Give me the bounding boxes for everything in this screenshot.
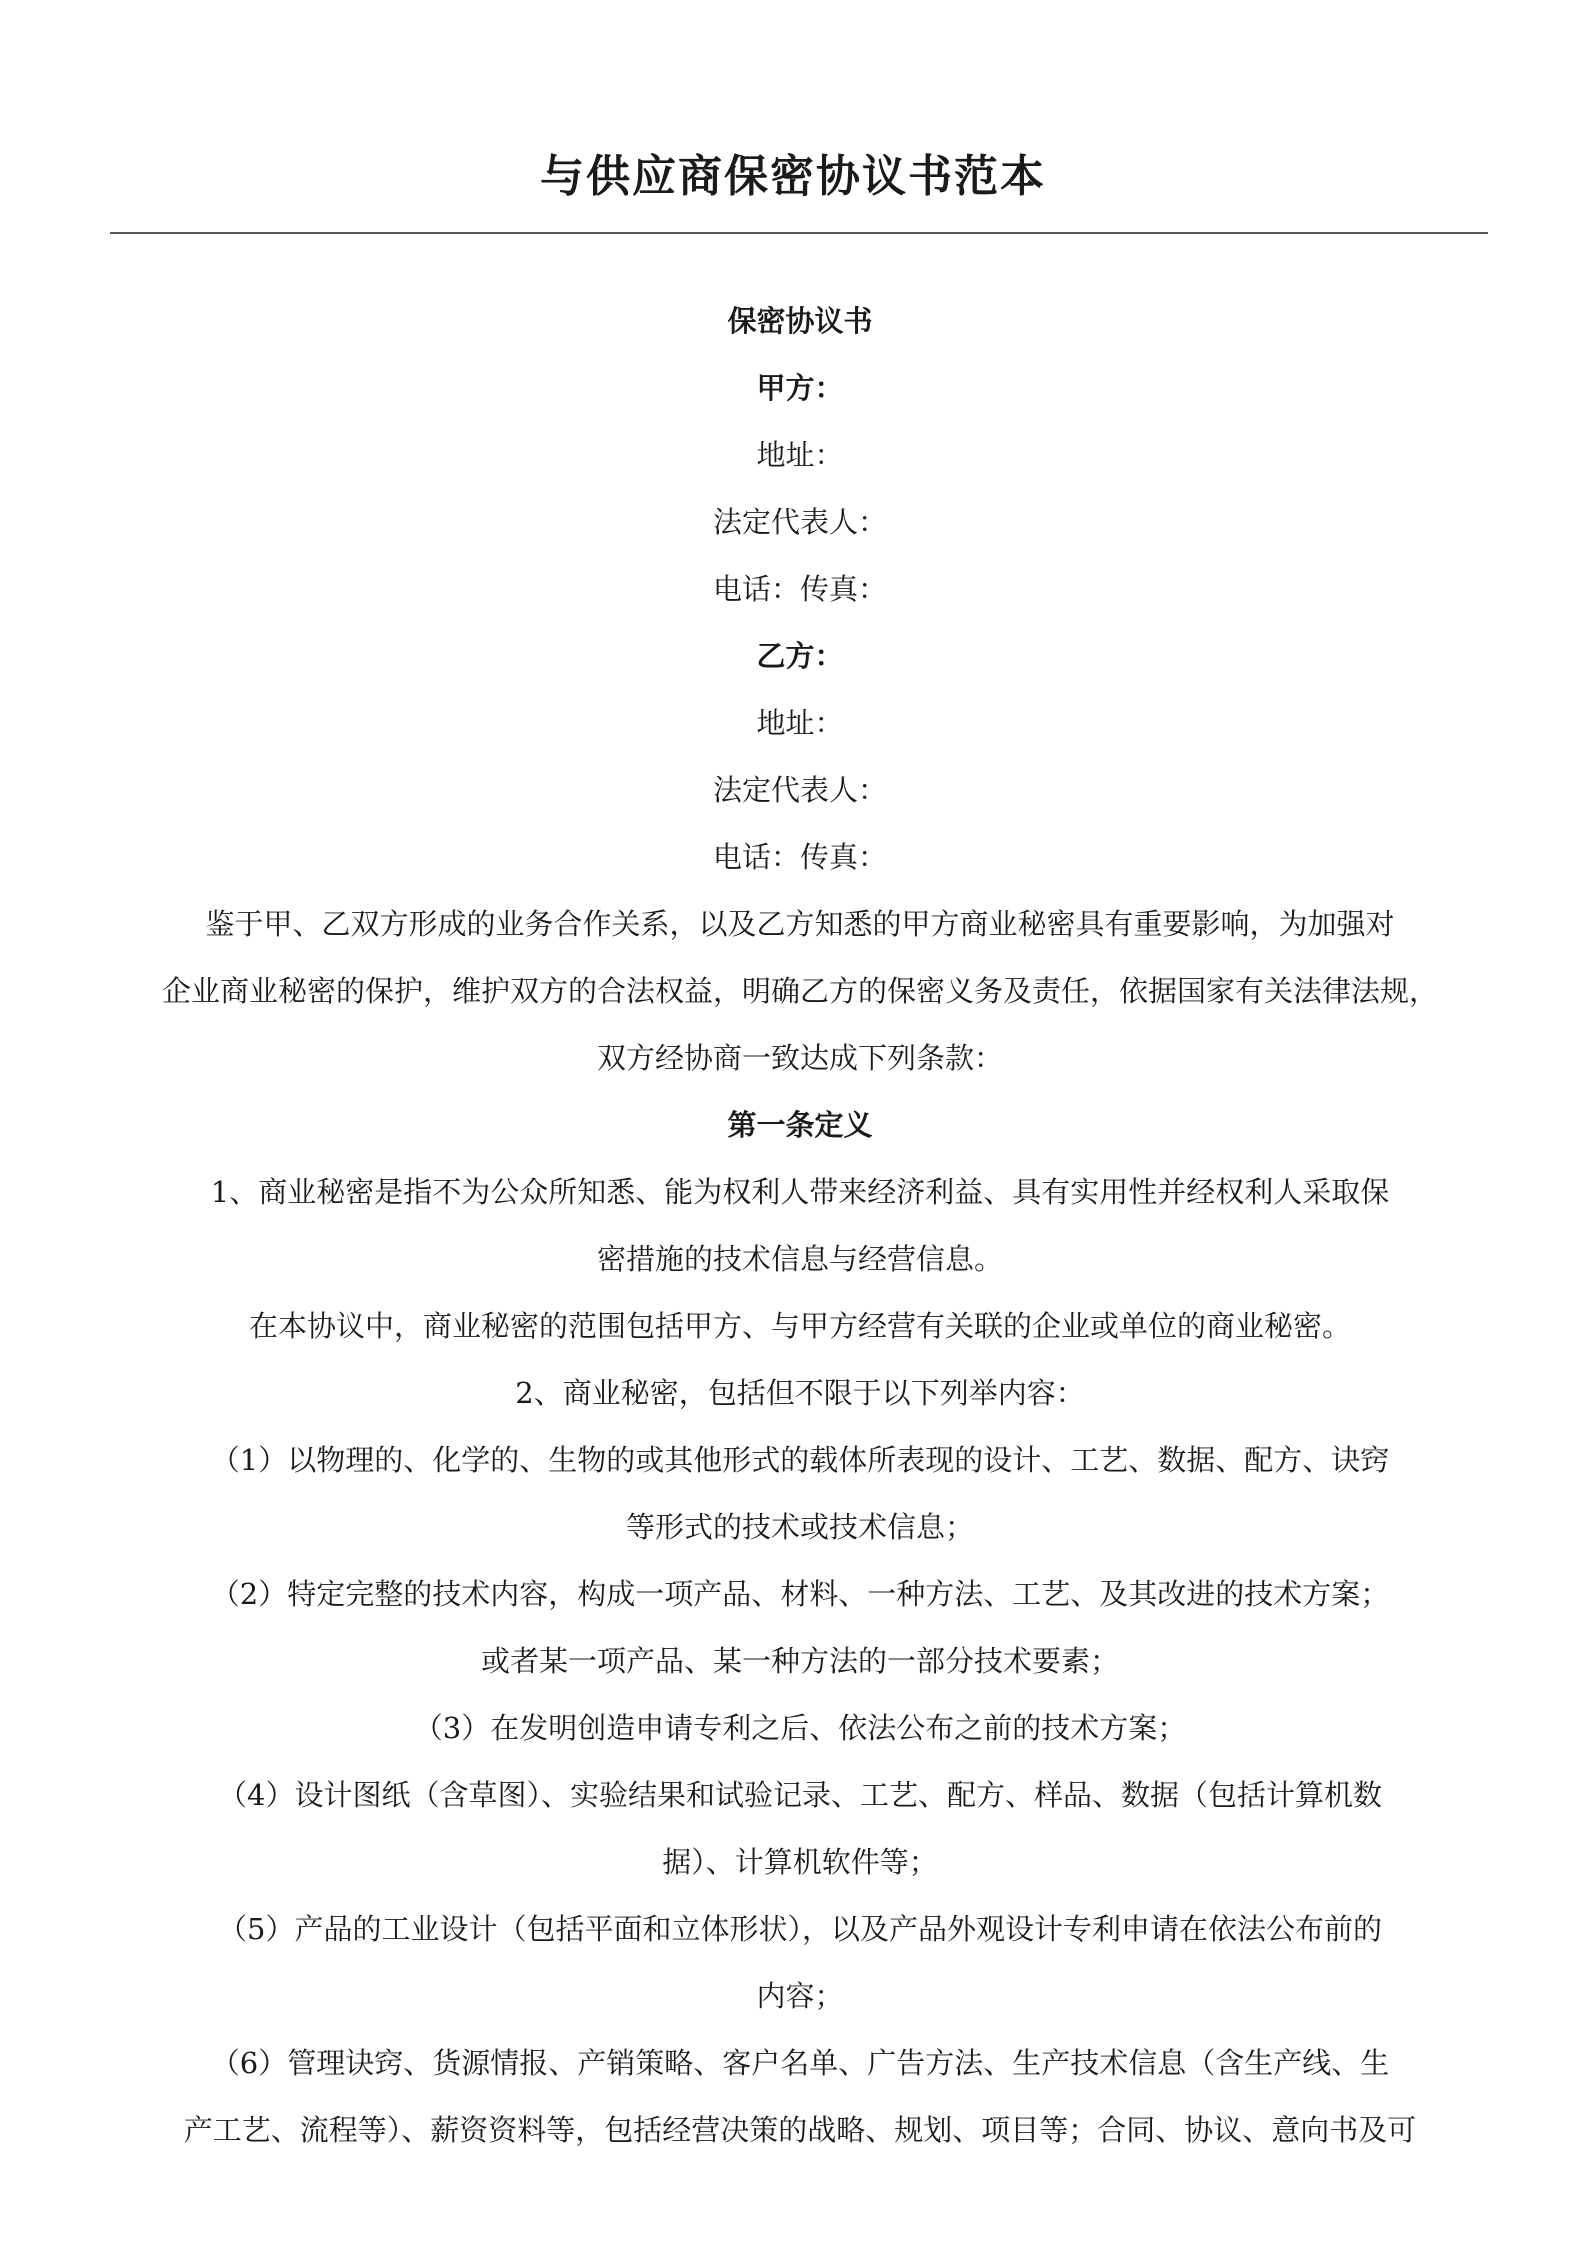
body-line: 地址： [756, 438, 844, 472]
section-heading: 乙方： [756, 639, 844, 673]
body-line: （5）产品的工业设计（包括平面和立体形状），以及产品外观设计专利申请在依法公布前的 [218, 1912, 1382, 1946]
title-divider [110, 232, 1488, 234]
body-line: 产工艺、流程等）、薪资资料等，包括经营决策的战略、规划、项目等；合同、协议、意向书及可 [183, 2113, 1417, 2147]
body-line: 法定代表人： [712, 773, 887, 807]
body-line: 电话：传真： [712, 572, 887, 606]
body-line: 等形式的技术或技术信息； [625, 1510, 974, 1544]
body-line: 双方经协商一致达成下列条款： [596, 1041, 1003, 1075]
body-line: 或者某一项产品、某一种方法的一部分技术要素； [480, 1644, 1119, 1678]
body-line: （6）管理诀窍、货源情报、产销策略、客户名单、广告方法、生产技术信息（含生产线、生 [210, 2046, 1390, 2080]
body-line: （1）以物理的、化学的、生物的或其他形式的载体所表现的设计、工艺、数据、配方、诀窍 [210, 1443, 1390, 1477]
body-line: （4）设计图纸（含草图）、实验结果和试验记录、工艺、配方、样品、数据（包括计算机数 [218, 1778, 1382, 1812]
section-heading: 第一条定义 [727, 1108, 873, 1142]
body-line: 在本协议中，商业秘密的范围包括甲方、与甲方经营有关联的企业或单位的商业秘密。 [248, 1309, 1351, 1343]
body-line: 法定代表人： [712, 505, 887, 539]
body-line: 内容； [756, 1979, 844, 2013]
body-line: 据）、计算机软件等； [662, 1845, 938, 1879]
section-heading: 甲方： [756, 371, 844, 405]
body-line: 2、商业秘密，包括但不限于以下列举内容： [515, 1376, 1085, 1410]
body-line: 地址： [756, 706, 844, 740]
body-line: 1、商业秘密是指不为公众所知悉、能为权利人带来经济利益、具有实用性并经权利人采取保 [210, 1175, 1390, 1209]
document-title: 与供应商保密协议书范本 [540, 151, 1046, 202]
body-line: （3）在发明创造申请专利之后、依法公布之前的技术方案； [413, 1711, 1187, 1745]
body-line: 企业商业秘密的保护，维护双方的合法权益，明确乙方的保密义务及责任，依据国家有关法律法规， [161, 974, 1438, 1008]
body-line: 电话：传真： [712, 840, 887, 874]
document-body [115, 288, 1485, 2164]
body-line: 鉴于甲、乙双方形成的业务合作关系，以及乙方知悉的甲方商业秘密具有重要影响，为加强对 [205, 907, 1395, 941]
body-line: 密措施的技术信息与经营信息。 [596, 1242, 1003, 1276]
body-line: （2）特定完整的技术内容，构成一项产品、材料、一种方法、工艺、及其改进的技术方案； [210, 1577, 1390, 1611]
section-heading: 保密协议书 [727, 304, 873, 338]
